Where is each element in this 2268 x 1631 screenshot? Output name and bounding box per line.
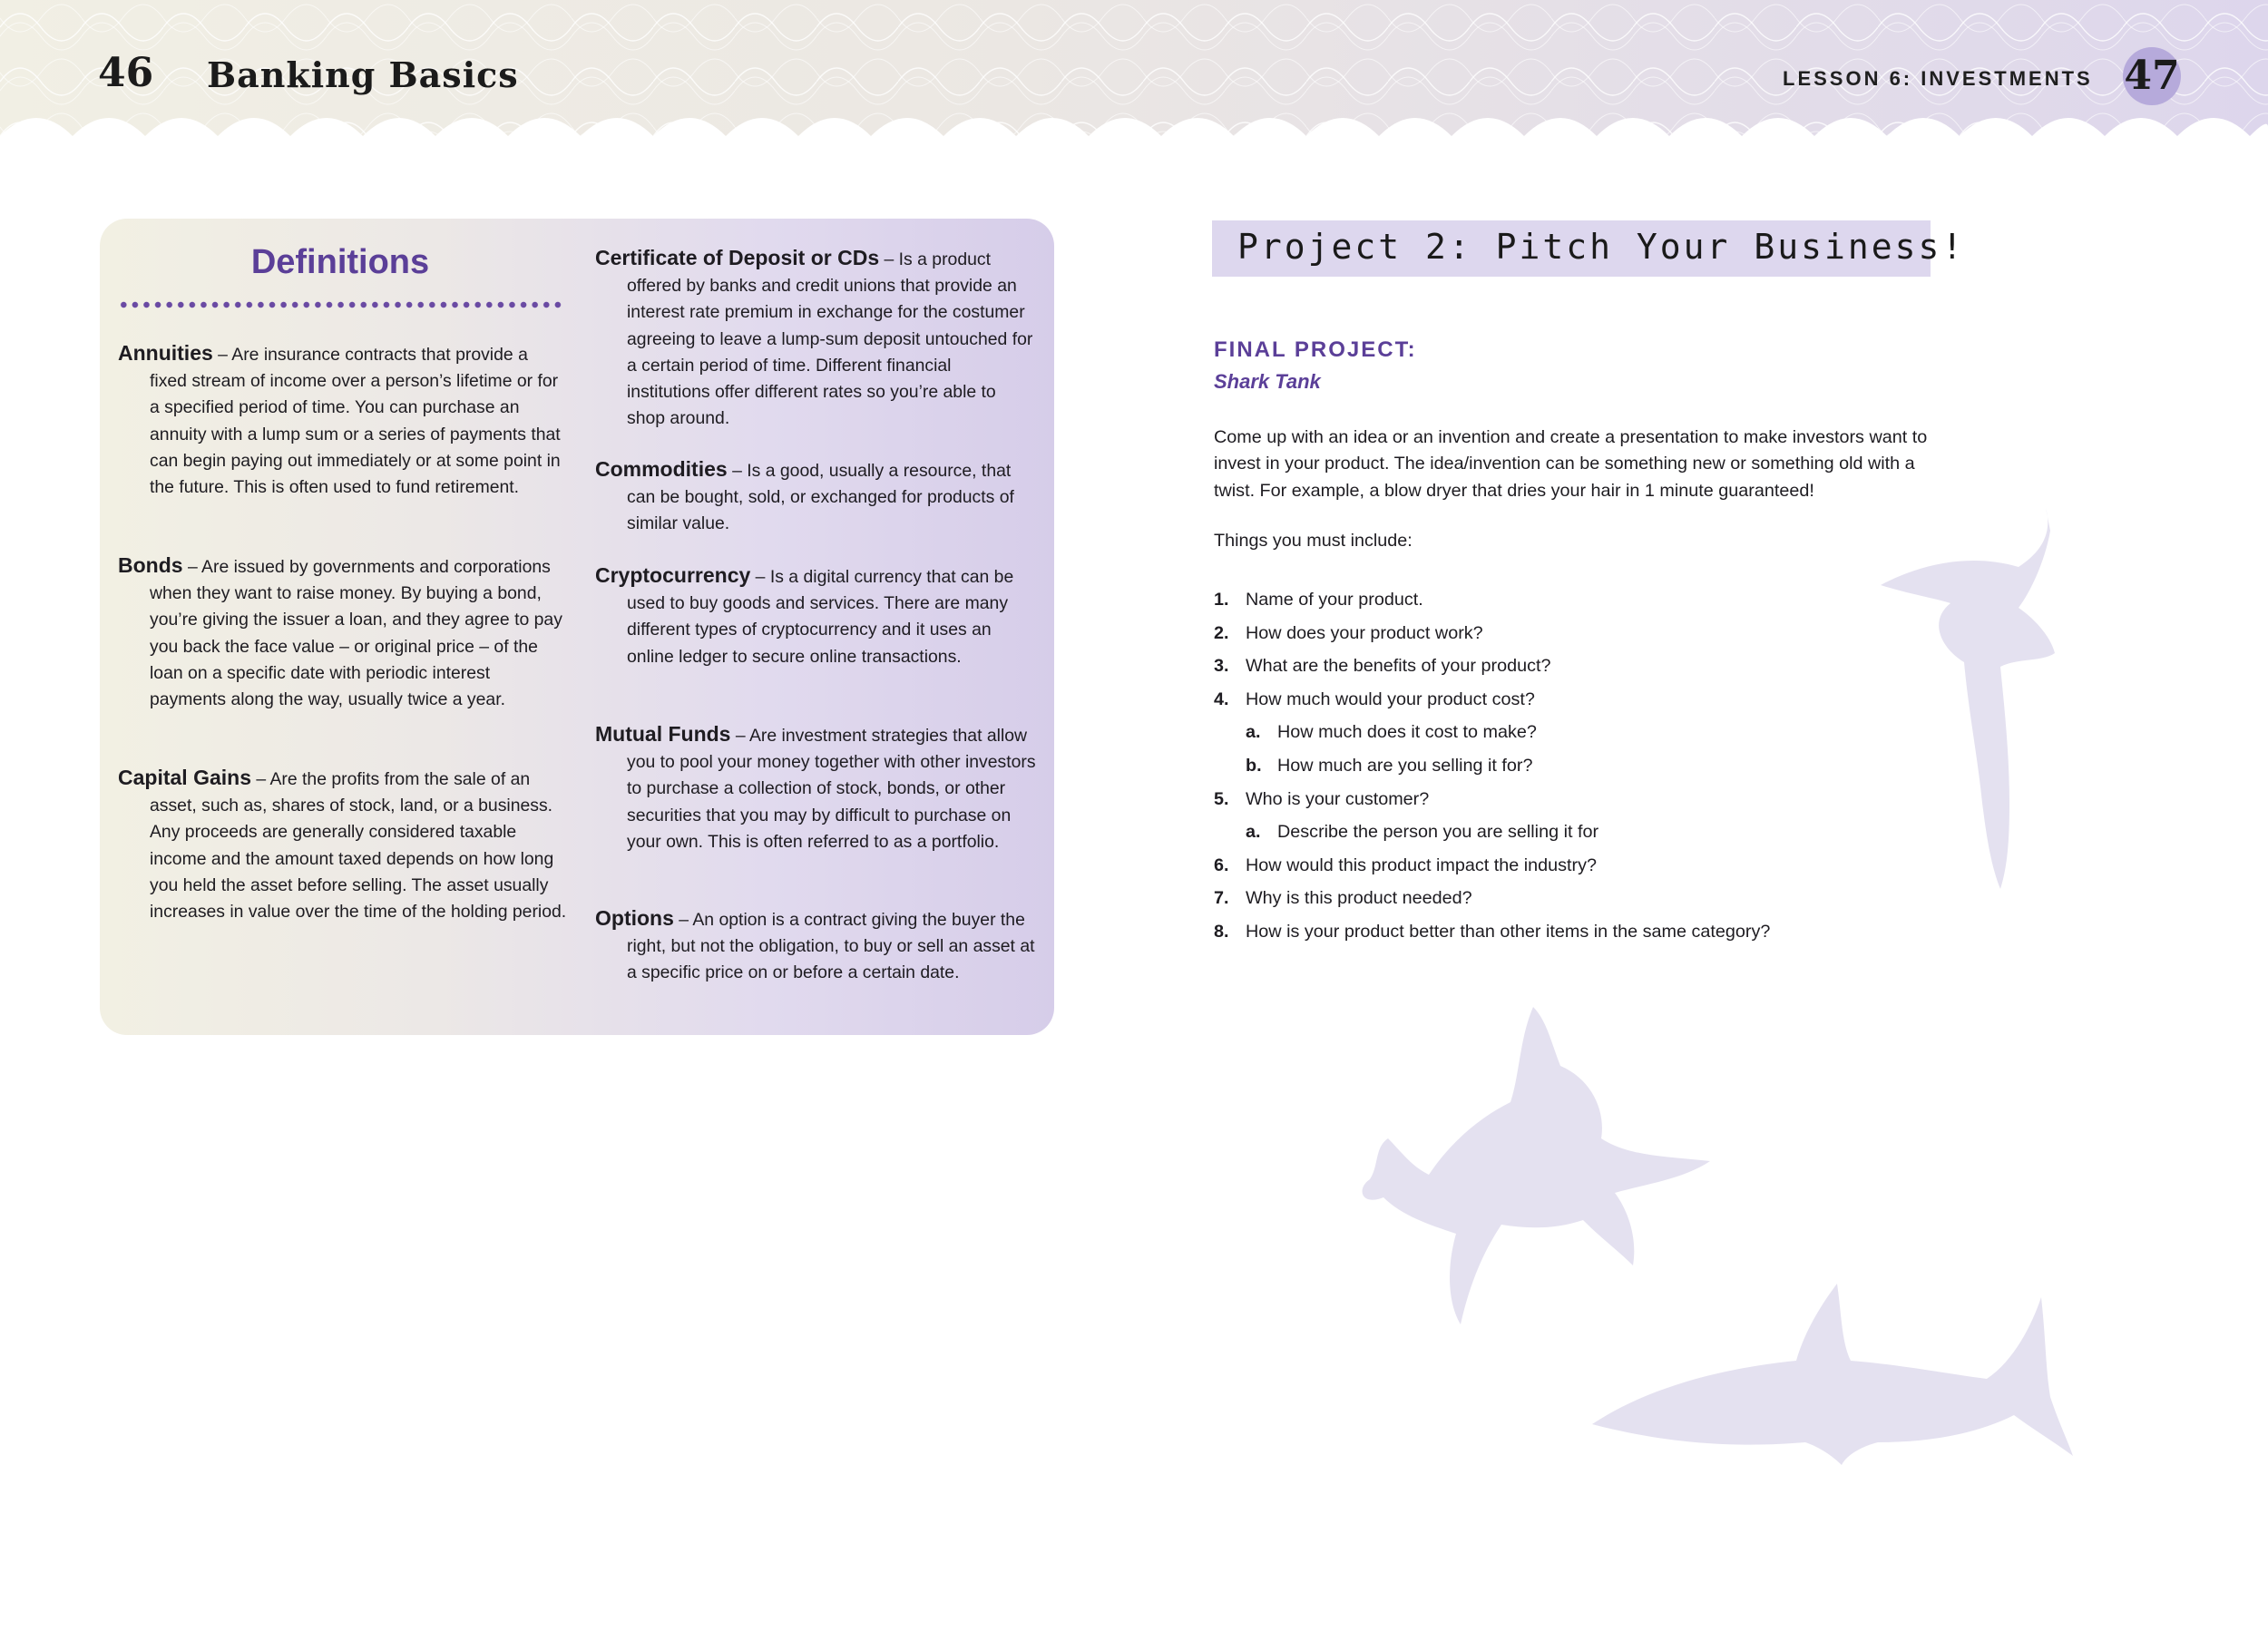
left-page-number: 46 [98, 50, 154, 96]
list-item [1214, 649, 2030, 683]
book-title: Banking Basics [207, 54, 519, 95]
definition-term: Options [595, 906, 674, 930]
right-page-number: 47 [2123, 47, 2181, 105]
list-item-text: Why is this product needed? [1246, 888, 1472, 909]
definition-term: Bonds [118, 553, 183, 577]
definition-bonds [118, 552, 570, 713]
list-item [1214, 882, 2030, 915]
definition-text: – Are the profits from the sale of an asset, such as, shares of stock, land, or a business. Any proceeds are generally considered taxable income and the amount taxed depends on how long you held the asset before selling. The asset usually increases in value over the time of the holding period. [150, 769, 567, 923]
shark-icon [1588, 1279, 2077, 1470]
definitions-title: Definitions [250, 243, 430, 281]
list-letter: a. [1246, 822, 1261, 843]
definition-term: Capital Gains [118, 766, 251, 789]
definition-text: – Are investment strategies that allow you to pool your money together with other investors to purchase a collection of stock, bonds, or other securities that you may by difficult to purchase on your own. This is often referred to as a portfolio. [627, 726, 1036, 852]
list-item-text: How is your product better than other items in the same category? [1246, 921, 1771, 942]
list-letter: a. [1246, 722, 1261, 743]
definition-cryptocurrency [595, 562, 1038, 670]
list-item [1214, 683, 2030, 717]
list-subitem [1214, 749, 2030, 783]
list-number: 3. [1214, 656, 1229, 677]
definition-term: Certificate of Deposit or CDs [595, 246, 880, 269]
list-item-text: Describe the person you are selling it for [1277, 822, 1599, 843]
list-number: 6. [1214, 855, 1229, 875]
list-number: 1. [1214, 590, 1229, 610]
final-project-label: FINAL PROJECT: [1214, 337, 1417, 362]
definition-term: Cryptocurrency [595, 563, 751, 587]
dotted-divider [118, 301, 562, 308]
list-item-text: Name of your product. [1246, 590, 1423, 610]
list-item [1214, 849, 2030, 883]
list-item [1214, 783, 2030, 816]
definition-commodities [595, 456, 1038, 538]
list-number: 2. [1214, 622, 1229, 643]
list-item-text: How much does it cost to make? [1277, 722, 1537, 743]
definition-text: – Is a good, usually a resource, that can be bought, sold, or exchanged for products of similar value. [627, 461, 1014, 534]
list-number: 4. [1214, 689, 1229, 709]
list-number: 7. [1214, 888, 1229, 909]
list-item [1214, 915, 2030, 949]
list-item [1214, 583, 2030, 617]
definition-text: – Is a product offered by banks and credit unions that provide an interest rate premium in exchange for the costumer agreeing to leave a lump-sum deposit untouched for a certain period of time. Different financial institutions offer different rates so you’re able to shop around. [627, 249, 1033, 429]
definition-term: Commodities [595, 457, 728, 481]
list-item [1214, 617, 2030, 650]
list-letter: b. [1246, 755, 1262, 776]
project-title: Project 2: Pitch Your Business! [1237, 227, 1966, 267]
list-item-text: How would this product impact the industry? [1246, 855, 1598, 875]
definition-text: – Are insurance contracts that provide a fixed stream of income over a person’s lifetime or for a specified period of time. You can purchase an annuity with a lump sum or a series of payments that can begin paying out immediately or at some point in the future. This is often used to fund retirement. [150, 345, 561, 498]
definition-capital-gains [118, 765, 570, 925]
definition-text: – An option is a contract giving the buyer the right, but not the obligation, to buy or sell an asset at a specific price on or before a certain date. [627, 910, 1035, 983]
definition-term: Annuities [118, 341, 213, 365]
definition-text: – Are issued by governments and corporations when they want to raise money. By buying a bond, you’re giving the issuer a loan, and they agree to pay you back the face value – or original price – of the loan on a specific date with periodic interest payments along the way, usually twice a year. [150, 557, 562, 710]
list-subitem [1214, 716, 2030, 749]
requirements-list [1214, 583, 2030, 949]
definition-options [595, 905, 1038, 987]
definition-text: – Is a digital currency that can be used to buy goods and services. There are many different types of cryptocurrency and it uses an online ledger to secure online transactions. [627, 567, 1014, 667]
list-item-text: What are the benefits of your product? [1246, 656, 1551, 677]
definition-cds [595, 245, 1038, 432]
must-include-label: Things you must include: [1214, 531, 1413, 551]
definition-term: Mutual Funds [595, 722, 731, 746]
list-item-text: Who is your customer? [1246, 788, 1430, 809]
final-project-subtitle: Shark Tank [1214, 370, 1321, 393]
list-item-text: How does your product work? [1246, 622, 1483, 643]
list-item-text: How much would your product cost? [1246, 689, 1535, 709]
project-intro: Come up with an idea or an invention and create a presentation to make investors want to invest in your product. The idea/invention can be something new or something old with a twist. For example, a blow dryer that dries your hair in 1 minute guaranteed! [1214, 427, 1928, 501]
lesson-title: LESSON 6: INVESTMENTS [1783, 67, 2093, 90]
list-number: 5. [1214, 788, 1229, 809]
definition-mutual-funds [595, 721, 1038, 855]
list-number: 8. [1214, 921, 1229, 942]
list-item-text: How much are you selling it for? [1277, 755, 1533, 776]
list-subitem [1214, 816, 2030, 849]
definition-annuities [118, 340, 570, 501]
